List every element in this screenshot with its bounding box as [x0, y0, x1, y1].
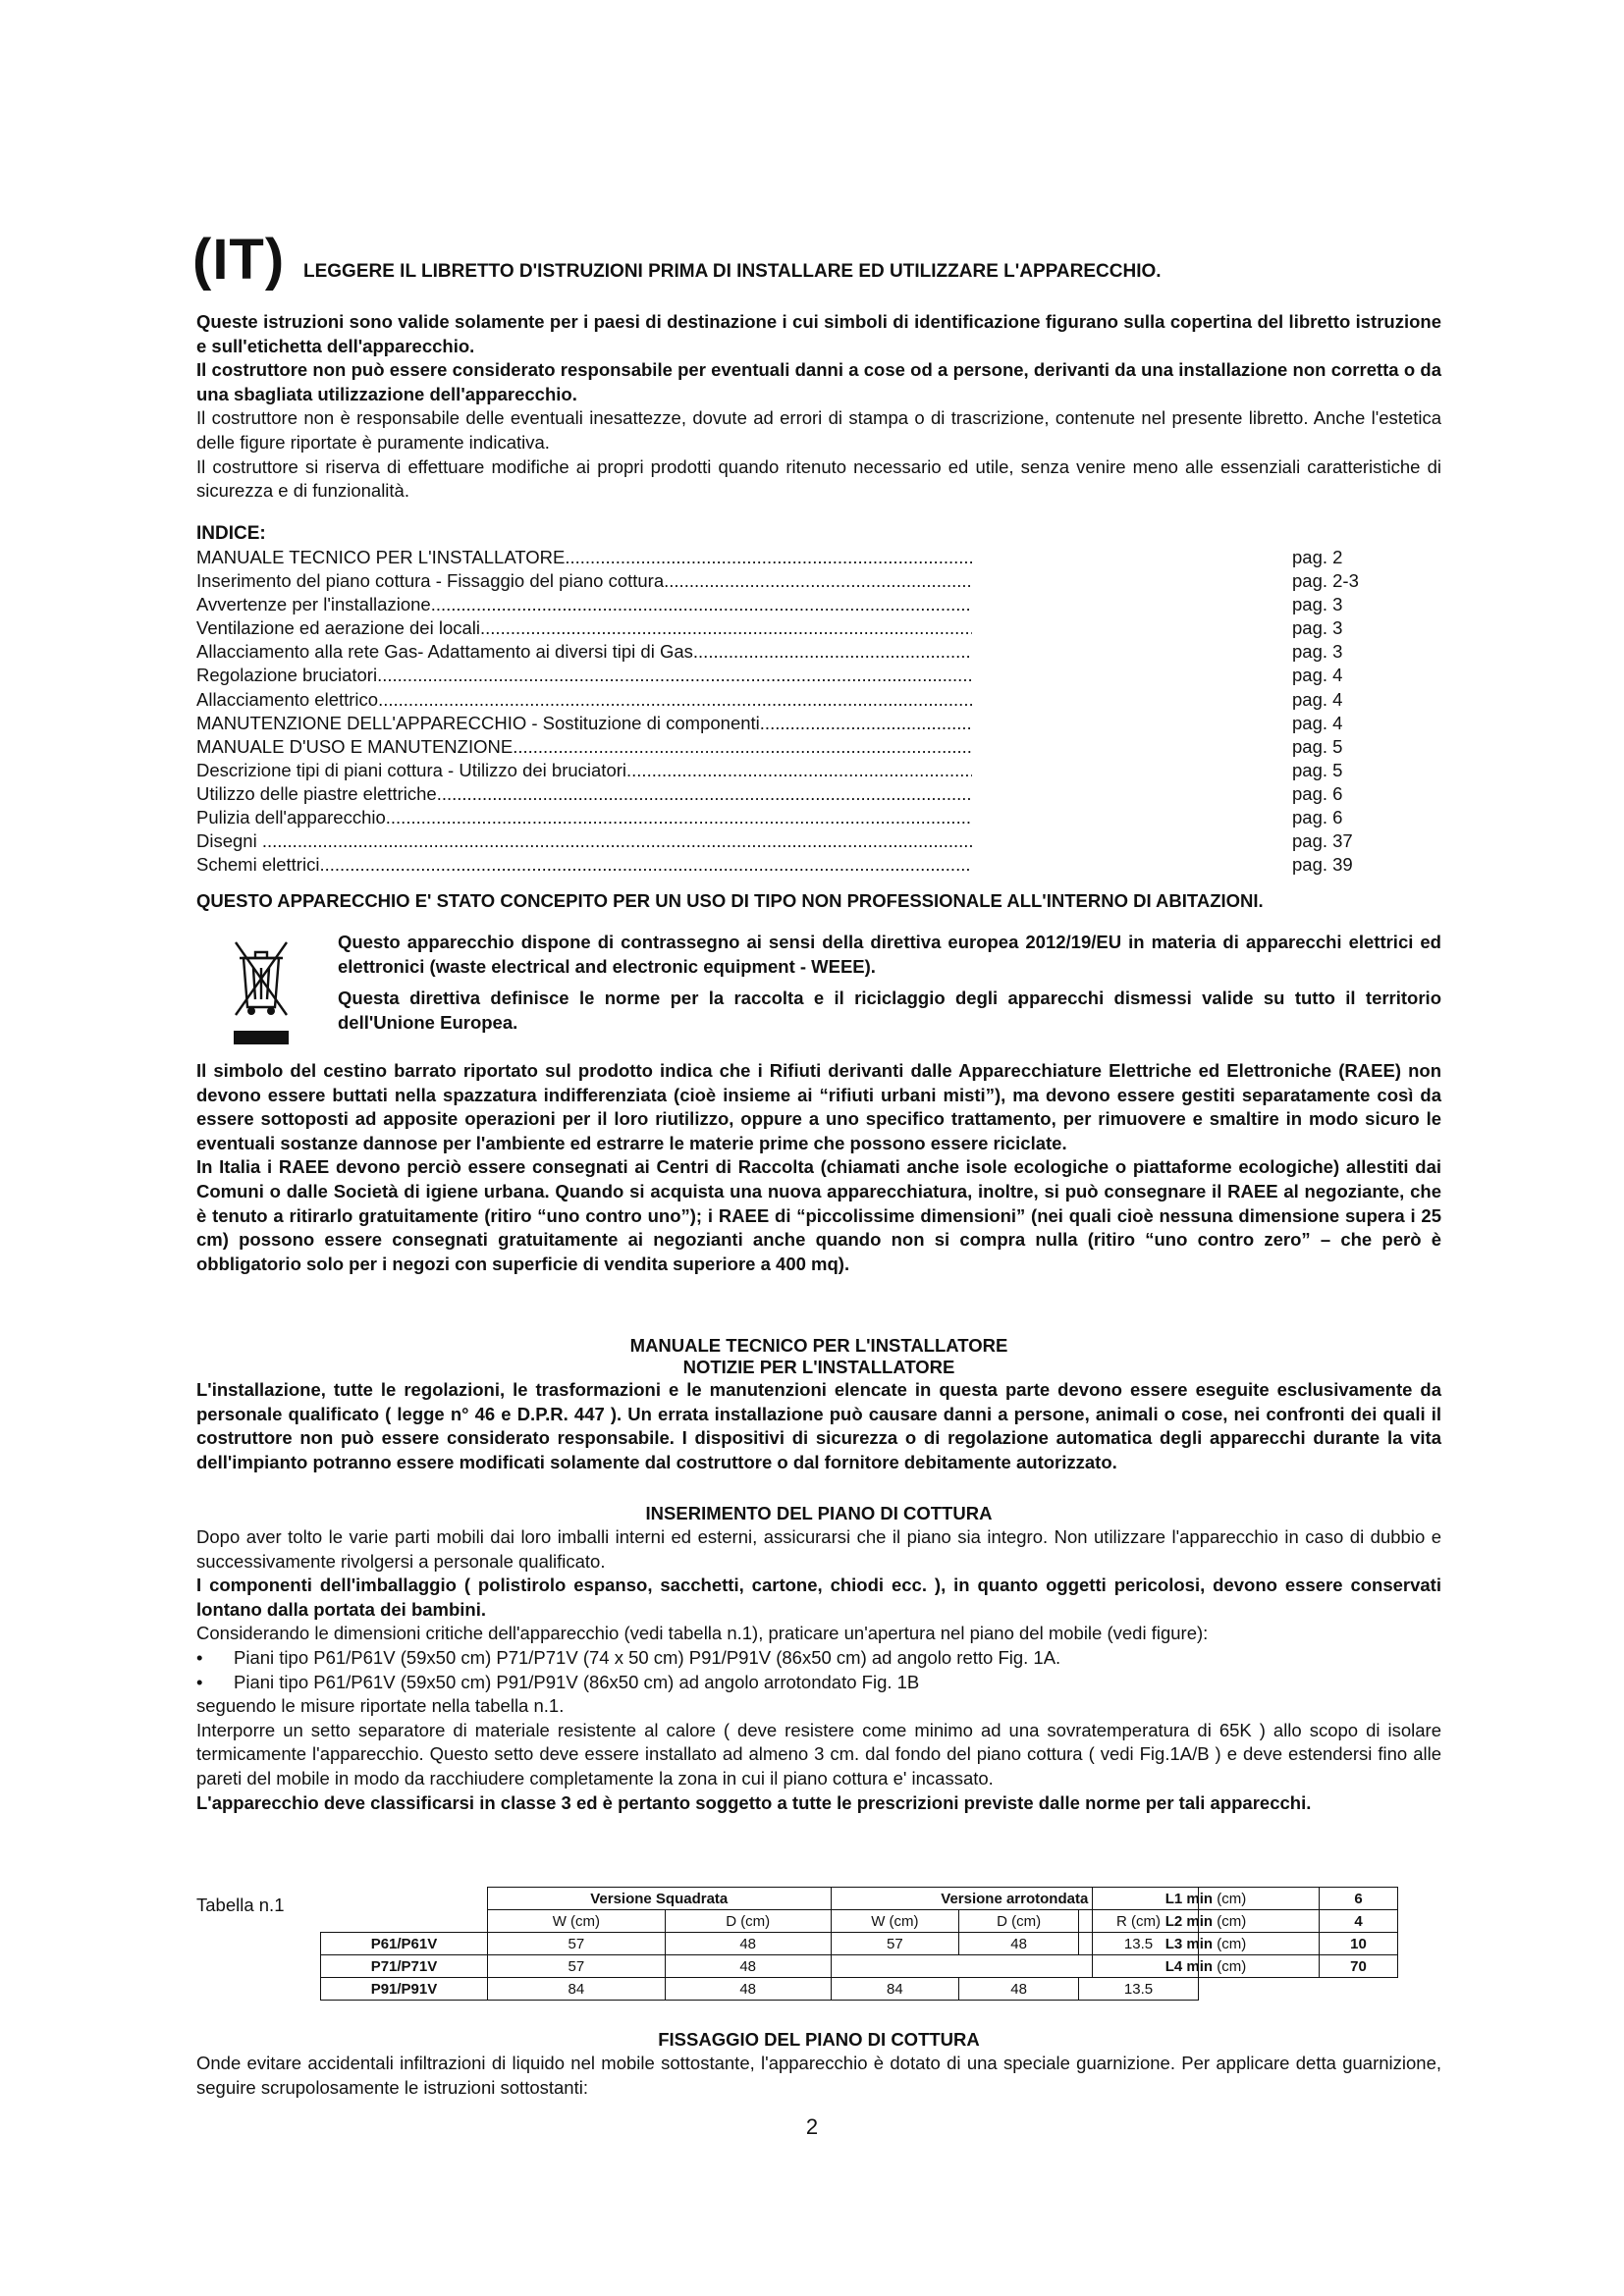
table-model-cell: P61/P61V [321, 1933, 488, 1955]
toc-entry[interactable] [196, 569, 1441, 593]
cutout-bullet-square: • Piani tipo P61/P61V (59x50 cm) P71/P71V (74 x 50 cm) P91/P91V (86x50 cm) ad angolo retto Fig. 1A. [196, 1646, 1441, 1671]
weee-scope: Questa direttiva definisce le norme per la raccolta e il riciclaggio degli apparecchi dismessi valide su tutto il territorio dell'Unione Europea. [338, 988, 1441, 1033]
table-row [1093, 1955, 1398, 1978]
toc-entry-label: MANUTENZIONE DELL'APPARECCHIO - Sostituzione di componenti ..... [196, 712, 972, 735]
intro-errors: Il costruttore non è responsabile delle eventuali inesattezze, dovute ad errori di stampa o di trascrizione, contenute nel presente libretto. Anche l'estetica delle figure riportate è puramente indicativa. [196, 407, 1441, 453]
table-row [1093, 1933, 1398, 1955]
intro-modifications: Il costruttore si riserva di effettuare modifiche ai propri prodotti quando ritenuto necessario ed utile, senza venire meno alle essenziali caratteristiche di sicurezza e di funzionalità. [196, 455, 1441, 502]
toc-entry-page: pag. 39 [1292, 854, 1353, 876]
min-distance-value: 10 [1320, 1933, 1398, 1955]
min-distance-label: L3 min [1164, 1935, 1214, 1952]
toc-entry-label: Schemi elettrici ..... [196, 853, 972, 877]
toc-entry-label: Ventilazione ed aerazione dei locali ..... [196, 616, 972, 640]
raee-section [196, 1059, 1441, 1276]
toc-entry-page: pag. 3 [1292, 594, 1343, 615]
toc-entry-page: pag. 3 [1292, 617, 1343, 639]
table-model-cell: P91/P91V [321, 1978, 488, 2001]
toc-entry-label: Disegni ..... [196, 829, 972, 853]
page-header [192, 226, 1449, 294]
section-subtitle: NOTIZIE PER L'INSTALLATORE [682, 1357, 955, 1377]
table-cell: 48 [665, 1955, 831, 1978]
table-cell: 84 [487, 1978, 665, 2001]
table-cell: 48 [959, 1933, 1079, 1955]
table-column-header: D (cm) [959, 1910, 1079, 1933]
min-distance-label-cell [1093, 1888, 1320, 1910]
table-group-header: Versione arrotondata [831, 1888, 1198, 1910]
gasket-instruction: Onde evitare accidentali infiltrazioni di liquido nel mobile sottostante, l'apparecchio è dotato di una speciale guarnizione. Per applicare detta guarnizione, seguire scrupolosamente le istruzioni sottostanti: [196, 2053, 1441, 2098]
language-code: (IT) [192, 228, 286, 292]
installer-notes: L'installazione, tutte le regolazioni, le trasformazioni e le manutenzioni elencate in questa parte devono essere eseguite esclusivamente da personale qualificato ( legge n° 46 e D.P.R. 447 ). Un errata installazione può causare danni a persone, animali o cose, nei confronti dei quali il costruttore non può essere considerato responsabile. I dispositivi di sicurezza o di regolazione automatica degli apparecchi durante la vita dell'impianto potranno essere modificati solamente dal costruttore o dal fornitore debitamente autorizzato. [196, 1379, 1441, 1472]
toc-entry-page: pag. 3 [1292, 641, 1343, 663]
page-number: 2 [805, 2114, 819, 2139]
table-row [321, 1955, 1199, 1978]
weee-section [196, 931, 1441, 1048]
table-column-header: W (cm) [831, 1910, 959, 1933]
min-distance-label: L1 min [1164, 1890, 1214, 1907]
toc-entry-page: pag. 4 [1292, 712, 1343, 733]
section-title: INSERIMENTO DEL PIANO DI COTTURA [645, 1503, 993, 1523]
toc-entry-label: Utilizzo delle piastre elettriche ..... [196, 782, 972, 806]
table-cell: 13.5 [1079, 1978, 1199, 2001]
raee-italy-collection: In Italia i RAEE devono perciò essere consegnati ai Centri di Raccolta (chiamati anche isole ecologiche o piattaforme ecologiche) allestiti dai Comuni o dalle Società di igiene urbana. Quando si acquista una nuova apparecchiatura, inoltre, si può consegnare il RAEE al negoziante, che è tenuto a ritirarlo gratuitamente (ritiro “uno contro uno”); i RAEE di “piccolissime dimensioni” (nei quali cioè nessuna dimensione supera i 25 cm) possono essere consegnati gratuitamente ai negozianti anche quando non si compra nulla (ritiro “uno contro zero” – che però è obbligatorio solo per i negozi con superficie di vendita superiore a 400 mq). [196, 1156, 1441, 1274]
dimensions-table [320, 1887, 1199, 2001]
toc-title: INDICE: [196, 523, 266, 544]
crossed-out-bin-icon [230, 936, 293, 1046]
section-title: FISSAGGIO DEL PIANO DI COTTURA [658, 2029, 980, 2050]
heat-separator-instruction: Interporre un setto separatore di materiale resistente al calore ( deve resistere come minimo ad una sovratemperatura di 65K ) allo scopo di isolare termicamente l'apparecchio. Questo setto deve essere installato ad almeno 3 cm. dal fondo del piano cottura ( vedi Fig.1A/B ) e deve estendersi fino alle pareti del mobile in modo da racchiudere completamente la zona in cui il piano cottura e' incassato. [196, 1719, 1441, 1789]
toc-entry-page: pag. 2 [1292, 547, 1343, 567]
toc-entry-label: Avvertenze per l'installazione ..... [196, 593, 972, 616]
toc-entry[interactable] [196, 546, 1441, 569]
toc-entry-label: Pulizia dell'apparecchio ..... [196, 806, 972, 829]
domestic-use-notice: QUESTO APPARECCHIO E' STATO CONCEPITO PER UN USO DI TIPO NON PROFESSIONALE ALL'INTERNO DI ABITAZIONI. [196, 890, 1264, 911]
toc-entry[interactable] [196, 593, 1441, 616]
cutout-instruction: Considerando le dimensioni critiche dell'apparecchio (vedi tabella n.1), praticare un'apertura nel piano del mobile (vedi figure): [196, 1623, 1209, 1644]
table-cell: 48 [959, 1978, 1079, 2001]
toc-entry[interactable] [196, 829, 1441, 853]
read-manual-notice: LEGGERE IL LIBRETTO D'ISTRUZIONI PRIMA DI INSTALLARE ED UTILIZZARE L'APPARECCHIO. [303, 261, 1162, 282]
table-column-header: D (cm) [665, 1910, 831, 1933]
intro-validity: Queste istruzioni sono valide solamente per i paesi di destinazione i cui simboli di identificazione figurano sulla copertina del libretto istruzione e sull'etichetta dell'apparecchio. [196, 311, 1441, 356]
table-caption: Tabella n.1 [196, 1895, 285, 1915]
min-distance-label: L2 min [1164, 1912, 1214, 1930]
toc-entry-label: Allacciamento elettrico ..... [196, 688, 972, 712]
cutout-bullet-rounded: • Piani tipo P61/P61V (59x50 cm) P91/P91V (86x50 cm) ad angolo arrotondato Fig. 1B [196, 1671, 1441, 1695]
toc-entry-label: MANUALE TECNICO PER L'INSTALLATORE ..... [196, 546, 972, 569]
toc-entry[interactable] [196, 712, 1441, 735]
min-distance-unit: (cm) [1213, 1890, 1247, 1907]
toc-entry[interactable] [196, 688, 1441, 712]
table-corner-cell [321, 1910, 488, 1933]
table-row [321, 1978, 1199, 2001]
toc-entry-label: Descrizione tipi di piani cottura - Utilizzo dei bruciatori ..... [196, 759, 972, 782]
section-title: MANUALE TECNICO PER L'INSTALLATORE [629, 1335, 1008, 1356]
insertion-section [196, 1502, 1441, 1815]
weee-text [338, 931, 1441, 1035]
weee-directive: Questo apparecchio dispone di contrassegno ai sensi della direttiva europea 2012/19/EU in materia di apparecchi elettrici ed elettronici (waste electrical and electronic equipment - WEEE). [338, 932, 1441, 977]
min-distance-label: L4 min [1164, 1957, 1214, 1975]
toc-entry-label: Allacciamento alla rete Gas- Adattamento ai diversi tipi di Gas ..... [196, 640, 972, 664]
min-distance-label-cell [1093, 1955, 1320, 1978]
toc-entry[interactable] [196, 782, 1441, 806]
table-cell: 13.5 [1079, 1933, 1199, 1955]
toc-entry[interactable] [196, 640, 1441, 664]
insertion-check: Dopo aver tolto le varie parti mobili dai loro imballi interni ed esterni, assicurarsi che il piano sia integro. Non utilizzare l'apparecchio in caso di dubbio e successivamente rivolgersi a personale qualificato. [196, 1526, 1441, 1572]
min-distance-value: 70 [1320, 1955, 1398, 1978]
toc-entry-page: pag. 2-3 [1292, 570, 1359, 592]
table-cell: 84 [831, 1978, 959, 2001]
table-corner-cell [321, 1888, 488, 1910]
toc-entry[interactable] [196, 616, 1441, 640]
table-of-contents [196, 522, 1441, 877]
toc-entry-page: pag. 5 [1292, 735, 1343, 757]
toc-entry-page: pag. 4 [1292, 665, 1343, 686]
toc-entry[interactable] [196, 759, 1441, 782]
min-distance-label-cell [1093, 1933, 1320, 1955]
toc-entry-label: Regolazione bruciatori ..... [196, 664, 972, 687]
toc-entry-page: pag. 6 [1292, 782, 1343, 804]
table-cell: 48 [665, 1978, 831, 2001]
toc-entry-page: pag. 5 [1292, 759, 1343, 780]
min-distance-unit: (cm) [1213, 1912, 1247, 1930]
table-group-header-row [321, 1888, 1199, 1910]
table-cell: 57 [831, 1933, 959, 1955]
raee-symbol-meaning: Il simbolo del cestino barrato riportato sul prodotto indica che i Rifiuti derivanti dalle Apparecchiature Elettriche ed Elettroniche (RAEE) non devono essere buttati nella spazzatura indifferenziata (cioè insieme ai “rifiuti urbani misti”), ma devono essere gestiti separatamente così da essere sottoposti ad apposite operazioni per il loro riutilizzo, oppure a uno specifico trattamento, per rimuovere e smaltire in modo sicuro le eventuali sostanze dannose per l'ambiente ed estrarre le materie prime che possono essere riciclate. [196, 1060, 1441, 1153]
toc-entry-page: pag. 6 [1292, 807, 1343, 828]
table-cell: 57 [487, 1955, 665, 1978]
table-reference: seguendo le misure riportate nella tabella n.1. [196, 1695, 565, 1717]
table-model-cell: P71/P71V [321, 1955, 488, 1978]
min-distance-value: 6 [1320, 1888, 1398, 1910]
table-row [321, 1933, 1199, 1955]
toc-entry[interactable] [196, 853, 1441, 877]
table-cell: 48 [665, 1933, 831, 1955]
table-cell: 57 [487, 1933, 665, 1955]
toc-entry[interactable] [196, 806, 1441, 829]
table-group-header: Versione Squadrata [487, 1888, 831, 1910]
intro-section [196, 310, 1441, 504]
installer-manual-section [196, 1335, 1441, 1474]
table-row [1093, 1888, 1398, 1910]
dimensions-tables [196, 1887, 1441, 2004]
class-3-notice: L'apparecchio deve classificarsi in classe 3 ed è pertanto soggetto a tutte le prescrizioni previste dalle norme per tali apparecchi. [196, 1791, 1312, 1813]
min-distance-unit: (cm) [1213, 1957, 1247, 1975]
min-distance-label-cell [1093, 1910, 1320, 1933]
fixing-section [196, 2028, 1441, 2100]
intro-liability: Il costruttore non può essere considerato responsabile per eventuali danni a cose od a persone, derivanti da una installazione non corretta o da una sbagliata utilizzazione dell'apparecchio. [196, 359, 1441, 404]
min-distance-value: 4 [1320, 1910, 1398, 1933]
table-column-header: R (cm) [1079, 1910, 1199, 1933]
table-column-header-row [321, 1910, 1199, 1933]
toc-entry[interactable] [196, 735, 1441, 759]
toc-entry-page: pag. 37 [1292, 830, 1353, 852]
table-column-header: W (cm) [487, 1910, 665, 1933]
min-distance-table [1092, 1887, 1398, 1978]
min-distance-unit: (cm) [1213, 1935, 1247, 1952]
packaging-warning: I componenti dell'imballaggio ( polistirolo espanso, sacchetti, cartone, chiodi ecc. ), in quanto oggetti pericolosi, devono essere conservati lontano dalla portata dei bambini. [196, 1575, 1441, 1620]
table-row [1093, 1910, 1398, 1933]
toc-entry-label: MANUALE D'USO E MANUTENZIONE ..... [196, 735, 972, 759]
toc-entry-label: Inserimento del piano cottura - Fissaggio del piano cottura ..... [196, 569, 972, 593]
toc-entry[interactable] [196, 664, 1441, 687]
toc-entry-page: pag. 4 [1292, 688, 1343, 710]
